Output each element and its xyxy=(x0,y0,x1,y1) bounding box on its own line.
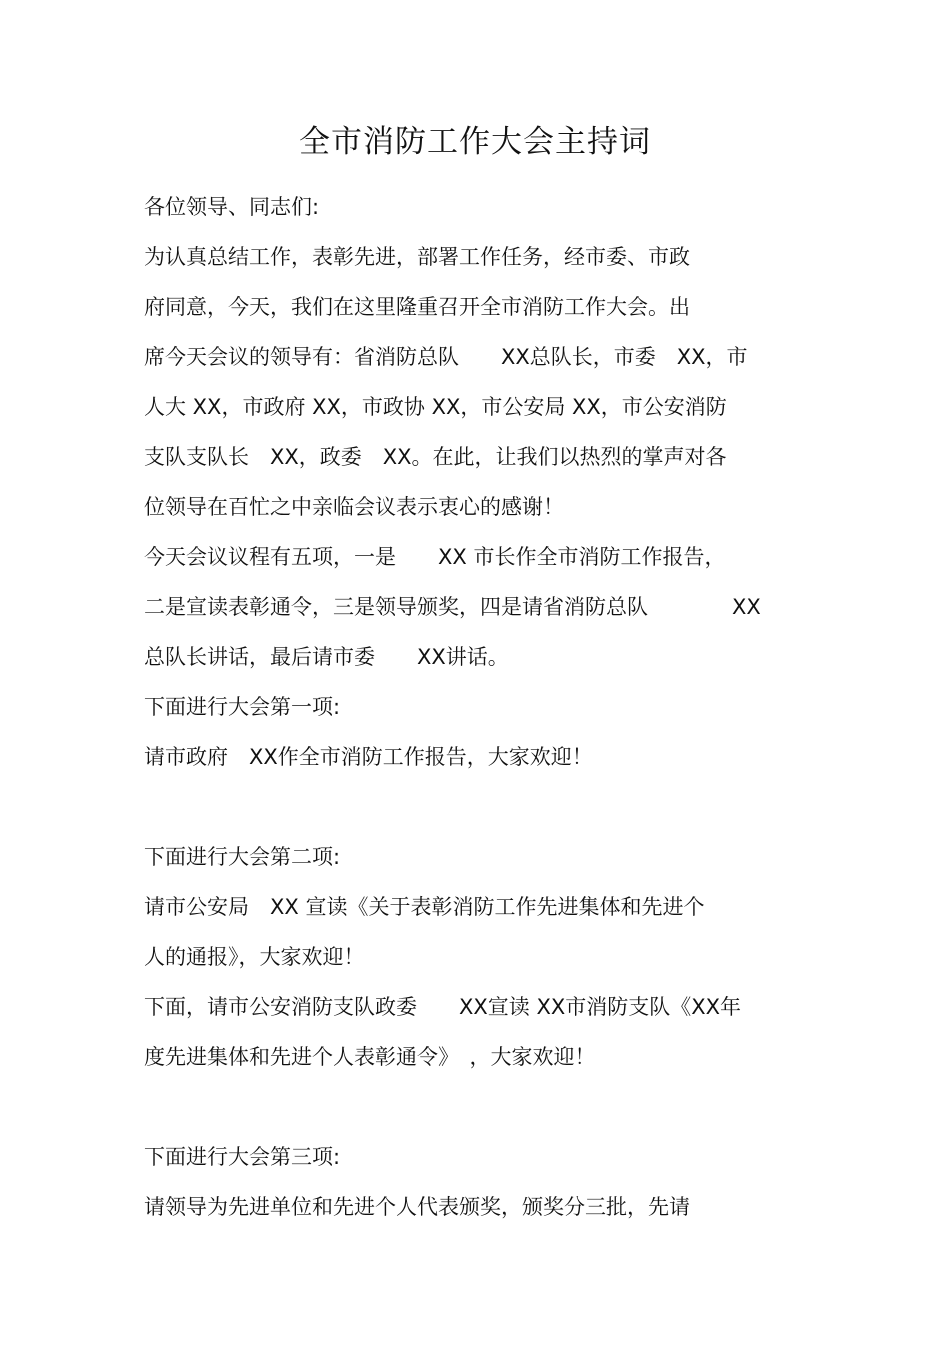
paragraph-line: 人的通报》，大家欢迎！ xyxy=(144,945,365,969)
paragraph-line: 下面，请市公安消防支队政委 XX宣读 XX市消防支队《XX年 xyxy=(144,995,741,1019)
section-heading: 下面进行大会第二项: xyxy=(144,845,341,869)
paragraph-line: 人大 XX，市政府 XX，市政协 XX，市公安局 XX，市公安消防 xyxy=(144,395,727,419)
paragraph-line: 位领导在百忙之中亲临会议表示衷心的感谢！ xyxy=(144,495,564,519)
document-title: 全市消防工作大会主持词 xyxy=(299,124,651,160)
paragraph-line: 支队支队长 XX，政委 XX。在此，让我们以热烈的掌声对各 xyxy=(144,445,727,469)
paragraph-line: 各位领导、同志们: xyxy=(144,195,320,219)
paragraph-line: 度先进集体和先进个人表彰通令》 ，大家欢迎！ xyxy=(144,1045,596,1069)
section-heading: 下面进行大会第一项: xyxy=(144,695,341,719)
paragraph-line: 席今天会议的领导有：省消防总队 XX总队长，市委 XX，市 xyxy=(144,345,748,369)
paragraph-line: 为认真总结工作，表彰先进，部署工作任务，经市委、市政 xyxy=(144,245,690,269)
paragraph-line: 今天会议议程有五项，一是 XX 市长作全市消防工作报告， xyxy=(144,545,726,569)
paragraph-line: 请市公安局 XX 宣读《关于表彰消防工作先进集体和先进个 xyxy=(144,895,705,919)
paragraph-line: 府同意，今天，我们在这里隆重召开全市消防工作大会。出 xyxy=(144,295,690,319)
section-heading: 下面进行大会第三项: xyxy=(144,1145,341,1169)
paragraph-line: 总队长讲话，最后请市委 XX讲话。 xyxy=(144,645,509,669)
paragraph-line: 二是宣读表彰通令，三是领导颁奖，四是请省消防总队 XX xyxy=(144,595,761,619)
paragraph-line: 请市政府 XX作全市消防工作报告，大家欢迎！ xyxy=(144,745,593,769)
paragraph-line: 请领导为先进单位和先进个人代表颁奖，颁奖分三批，先请 xyxy=(144,1195,690,1219)
